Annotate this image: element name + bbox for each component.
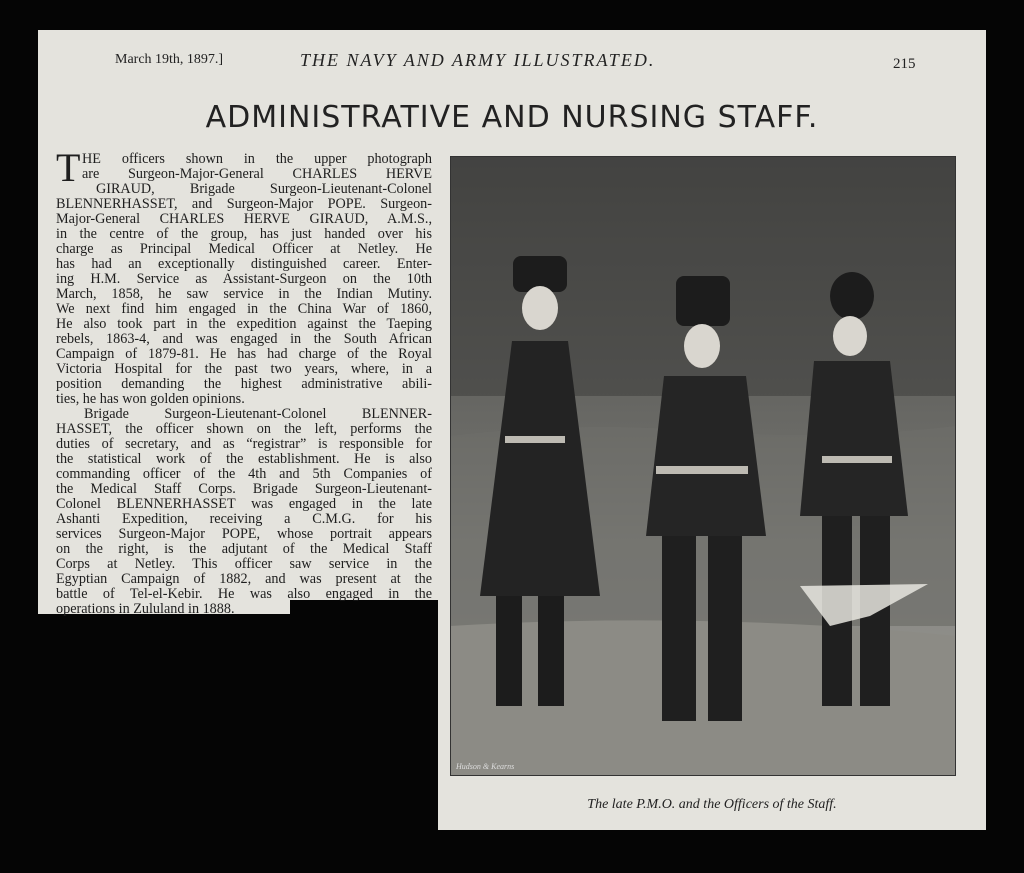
- article-line: the Medical Staff Corps. Brigade Surgeon-Lieutenant-: [56, 482, 432, 497]
- article-line: in the centre of the group, has just handed over his: [56, 227, 432, 242]
- article-line: are Surgeon-Major-General CHARLES HERVE: [82, 167, 432, 182]
- article-line: GIRAUD, Brigade Surgeon-Lieutenant-Colonel: [96, 182, 432, 197]
- article-line: March, 1858, he saw service in the Indian Mutiny.: [56, 287, 432, 302]
- article-line: commanding officer of the 4th and 5th Companies of: [56, 467, 432, 482]
- article-line: position demanding the highest administrative abili-: [56, 377, 432, 392]
- photo-credit: Hudson & Kearns: [456, 762, 515, 771]
- article-line: Ashanti Expedition, receiving a C.M.G. for his: [56, 512, 432, 527]
- officers-photo-illustration: [450, 156, 956, 776]
- article-line: ing H.M. Service as Assistant-Surgeon on the 10th: [56, 272, 432, 287]
- article-line: Egyptian Campaign of 1882, and was present at the: [56, 572, 432, 587]
- article-line: duties of secretary, and as “registrar” is responsible for: [56, 437, 432, 452]
- article-line: Colonel BLENNERHASSET was engaged in the late: [56, 497, 432, 512]
- article-line: on the right, is the adjutant of the Medical Staff: [56, 542, 432, 557]
- article-line: ties, he has won golden opinions.: [56, 391, 245, 407]
- article-line: Major-General CHARLES HERVE GIRAUD, A.M.S.,: [56, 212, 432, 227]
- article-line: BLENNERHASSET, and Surgeon-Major POPE. Surgeon-: [56, 197, 432, 212]
- issue-date: March 19th, 1897.]: [115, 52, 224, 67]
- article-line: Victoria Hospital for the past two years, where, in a: [56, 362, 432, 377]
- running-header: [38, 52, 986, 76]
- headline: ADMINISTRATIVE AND NURSING STAFF.: [205, 100, 819, 135]
- article-line: battle of Tel-el-Kebir. He was also engaged in the: [56, 587, 432, 602]
- article-line: services Surgeon-Major POPE, whose portrait appears: [56, 527, 432, 542]
- article-line: Campaign of 1879-81. He has had charge of the Royal: [56, 347, 432, 362]
- article-line: We next find him engaged in the China War of 1860,: [56, 302, 432, 317]
- publication-title: THE NAVY AND ARMY ILLUSTRATED.: [300, 50, 656, 70]
- article-line: HASSET, the officer shown on the left, performs the: [56, 422, 432, 437]
- page-number: 215: [893, 56, 916, 72]
- page-header-paper: [38, 30, 986, 154]
- article-line: the statistical work of the establishment. He is also: [56, 452, 432, 467]
- drop-cap: T: [56, 145, 81, 190]
- article-line: Brigade Surgeon-Lieutenant-Colonel BLENNER-: [84, 407, 432, 422]
- group-photograph: [450, 156, 956, 776]
- article-line: rebels, 1863-4, and was engaged in the South African: [56, 332, 432, 347]
- article-line: Corps at Netley. This officer saw service in the: [56, 557, 432, 572]
- article-line: charge as Principal Medical Officer at Netley. He: [56, 242, 432, 257]
- article-line: HE officers shown in the upper photograph: [82, 152, 432, 167]
- photo-caption: The late P.M.O. and the Officers of the Staff.: [587, 797, 837, 812]
- article-line: He also took part in the expedition against the Taeping: [56, 317, 432, 332]
- article-line: has had an exceptionally distinguished career. Enter-: [56, 257, 432, 272]
- article-line: operations in Zululand in 1888.: [56, 601, 235, 617]
